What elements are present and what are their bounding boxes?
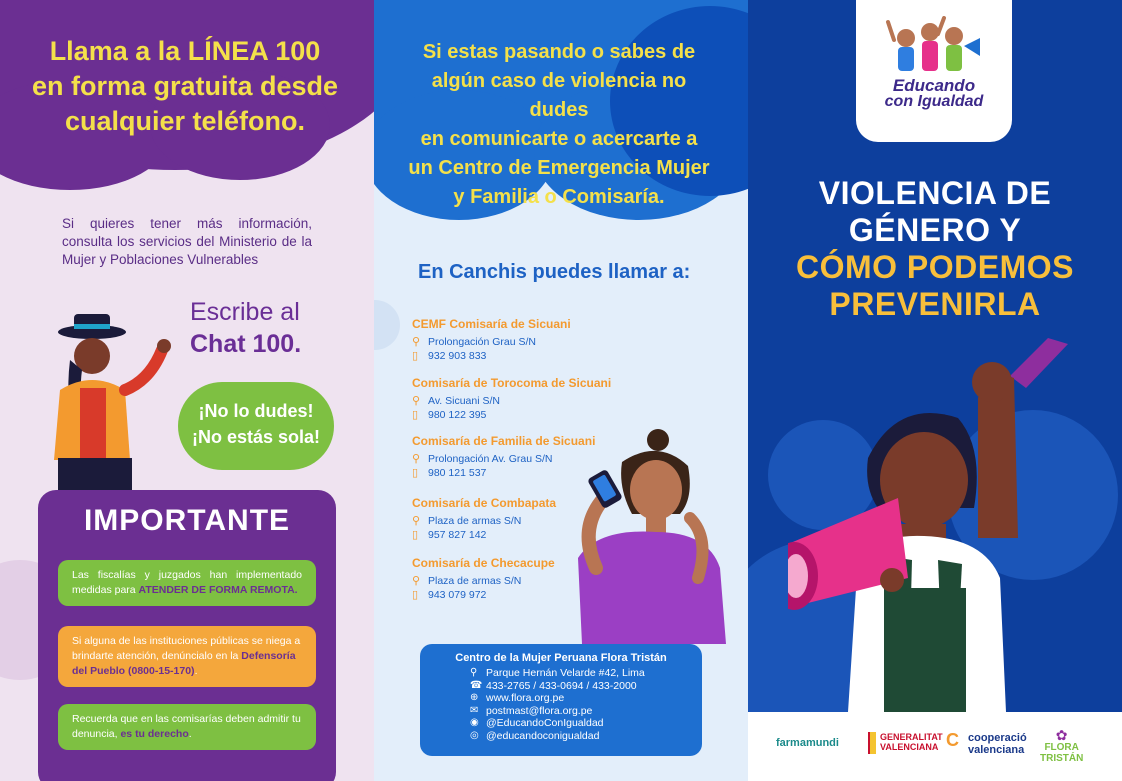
institution-item [412, 376, 642, 422]
woman-illustration [30, 310, 180, 490]
canchis-heading: En Canchis puedes llamar a: [418, 261, 691, 283]
sponsor-name: valenciana [968, 744, 1025, 756]
mail-icon: ✉ [470, 704, 479, 716]
location-pin-icon: ⚲ [412, 395, 421, 407]
institution-name: Comisaría de Torocoma de Sicuani [412, 376, 612, 390]
message-line: Si estas pasando o sabes de [422, 41, 696, 63]
card-highlight: es tu derecho [120, 728, 189, 740]
left-panel [0, 0, 374, 781]
contact-email-line[interactable] [432, 705, 690, 718]
cv-icon: C [946, 730, 959, 750]
contact-web[interactable]: www.flora.org.pe [486, 692, 565, 705]
flora-tristan-contact-box [420, 644, 702, 756]
farmamundi-logo [776, 738, 839, 748]
title-line: PREVENIRLA [829, 286, 1041, 322]
location-pin-icon: ⚲ [470, 667, 478, 678]
message-line: y Familia o Comisaría. [453, 186, 665, 208]
contact-address-line [432, 667, 690, 680]
logo-wordmark [856, 78, 1012, 110]
card-end: . [188, 728, 192, 740]
address-line [412, 335, 642, 349]
title-line: GÉNERO Y [848, 212, 1022, 248]
defensoria-card [58, 626, 316, 687]
contact-twitter-line[interactable] [432, 717, 690, 730]
title-line: CÓMO PODEMOS [795, 249, 1074, 285]
institution-address: Plaza de armas S/N [428, 515, 522, 527]
cover-title [768, 175, 1102, 323]
cover-panel [748, 0, 1122, 781]
logo-line: con Igualdad [884, 93, 984, 110]
middle-panel [374, 0, 748, 781]
institution-address: Av. Sicuani S/N [428, 395, 500, 407]
chat-line: Chat 100. [190, 330, 302, 358]
card-highlight: Defensoría del Pueblo (0800-15-170) [72, 650, 296, 677]
twitter-icon: ◉ [470, 717, 479, 729]
title-line: VIOLENCIA DE [818, 175, 1052, 211]
card-text: Si alguna de las instituciones públicas se niega a brindarte atención, denúncialo en la [72, 635, 301, 662]
sponsor-name: TRISTÁN [1040, 753, 1084, 764]
sponsor-name: VALENCIANA [880, 742, 939, 752]
heading-line: cualquier teléfono. [64, 106, 306, 136]
institution-phone: 957 827 142 [428, 529, 487, 541]
institution-name: Comisaría de Familia de Sicuani [412, 434, 596, 448]
remote-attention-card [58, 560, 316, 606]
card-text: Recuerda que en las comisarías deben admitir tu denuncia, [72, 713, 301, 740]
flora-tristan-logo [1040, 728, 1083, 764]
contact-instagram-line[interactable] [432, 730, 690, 743]
ministry-info: Si quieres tener más información, consulta los servicios del Ministerio de la Mujer y Poblaciones Vulnerables [62, 216, 312, 267]
flower-icon: ✿ [1055, 727, 1068, 743]
institution-phone: 980 122 395 [428, 409, 487, 421]
bubble-line: ¡No estás sola! [191, 427, 321, 447]
sponsor-name: FLORA [1044, 742, 1079, 753]
location-pin-icon: ⚲ [412, 453, 421, 465]
card-highlight: ATENDER DE FORMA REMOTA. [138, 584, 298, 596]
address-line [412, 394, 642, 408]
institution-address: Prolongación Av. Grau S/N [428, 453, 553, 465]
message-line: un Centro de Emergencia Mujer [408, 157, 710, 179]
mobile-phone-icon: ▯ [412, 409, 419, 421]
sponsor-name: farmamundi [776, 737, 839, 749]
woman-phone-illustration [558, 428, 738, 644]
institution-item [412, 317, 642, 363]
chat-100-text [190, 296, 330, 360]
contact-phones: 433-2765 / 433-0694 / 433-2000 [486, 679, 637, 692]
children-logo-illustration [884, 16, 984, 76]
globe-icon: ⊕ [470, 692, 479, 704]
important-box [38, 490, 336, 781]
right-card [58, 704, 316, 750]
mobile-phone-icon: ▯ [412, 529, 419, 541]
encouragement-bubble [178, 382, 334, 470]
mobile-phone-icon: ▯ [412, 350, 419, 362]
heading-line: en forma gratuita desde [31, 71, 339, 101]
mobile-phone-icon: ▯ [412, 589, 419, 601]
contact-web-line[interactable] [432, 692, 690, 705]
contact-instagram[interactable]: @educandoconigualdad [486, 729, 600, 742]
girl-megaphone-illustration [788, 338, 1088, 712]
heading-line: Llama a la LÍNEA 100 [49, 36, 321, 66]
shield-icon [868, 732, 876, 754]
sponsors-footer [748, 712, 1122, 781]
instagram-icon: ◎ [470, 729, 479, 741]
location-pin-icon: ⚲ [412, 515, 421, 527]
violence-message [404, 38, 714, 212]
contact-address: Parque Hernán Velarde #42, Lima [486, 667, 645, 679]
institution-name: Comisaría de Checacupe [412, 556, 555, 570]
institution-phone: 932 903 833 [428, 350, 487, 362]
sponsor-name: cooperació [968, 732, 1027, 744]
card-text: Las fiscalías y juzgados han implementado medidas para [72, 569, 302, 596]
institution-address: Plaza de armas S/N [428, 575, 522, 587]
card-end: . [194, 665, 198, 677]
linea-100-heading [30, 34, 340, 139]
institution-phone: 980 121 537 [428, 467, 487, 479]
important-title: IMPORTANTE [83, 504, 291, 537]
message-line: algún caso de violencia no dudes [431, 70, 687, 121]
bubble-line: ¡No lo dudes! [198, 401, 314, 421]
cooperacio-valenciana-logo [946, 732, 1027, 756]
phone-line [412, 349, 642, 363]
institution-name: CEMF Comisaría de Sicuani [412, 317, 571, 331]
sponsor-name: GENERALITAT [880, 732, 943, 742]
decor-circle [374, 300, 400, 350]
phone-icon: ☎ [470, 679, 483, 691]
mobile-phone-icon: ▯ [412, 467, 419, 479]
contact-title: Centro de la Mujer Peruana Flora Tristán [455, 652, 667, 664]
message-line: en comunicarte o acercarte a [420, 128, 698, 150]
contact-twitter[interactable]: @EducandoConIgualdad [486, 717, 604, 730]
logo-line: Educando [892, 76, 976, 95]
location-pin-icon: ⚲ [412, 336, 421, 348]
location-pin-icon: ⚲ [412, 575, 421, 587]
chat-line: Escribe al [190, 298, 300, 326]
generalitat-valenciana-logo [868, 732, 943, 752]
institution-address: Prolongación Grau S/N [428, 336, 536, 348]
contact-phones-line [432, 680, 690, 693]
educando-con-igualdad-logo [856, 0, 1012, 142]
phone-line [412, 408, 642, 422]
contact-email[interactable]: postmast@flora.org.pe [486, 704, 593, 717]
institution-name: Comisaría de Combapata [412, 496, 557, 510]
institution-phone: 943 079 972 [428, 589, 487, 601]
